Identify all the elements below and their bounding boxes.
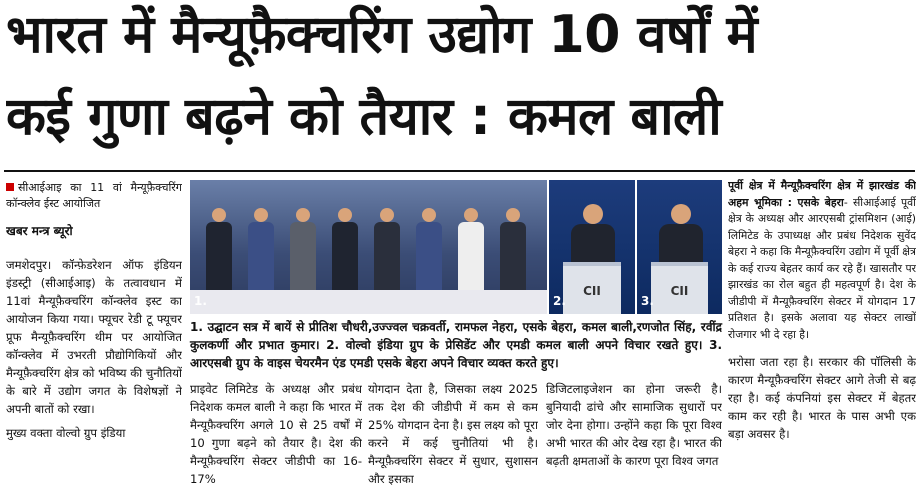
photo-strip (190, 180, 722, 314)
photo-sk-behra (637, 180, 722, 314)
middle-column-2-text: योगदान देता है, जिसका लक्ष्य 2025 तक देश की जीडीपी में कम से कम 25% योगदान देना है। इस लक्ष्य को पूरा करने में कई चुनौतियां भी है। मैन्यूफ़ैक्चरिंग सेक्टर में सुधार, सुशासन और इसका (368, 382, 538, 486)
headline-line-1: भारत में मैन्यूफ़ैक्चरिंग उद्योग 10 वर्षों में (6, 5, 758, 65)
person-figure (374, 208, 400, 292)
photo-kamal-bali (549, 180, 635, 314)
middle-column-1-text: प्राइवेट लिमिटेड के अध्यक्ष और प्रबंध निदेशक कमल बाली ने कहा कि भारत में मैन्यूफ़ैक्चरिंग अगले 10 से 25 वर्षों में 10 गुणा बढ़ने को तैयार है। देश की मैन्यूफ़ैक्चरिंग सेक्टर जीडीपी का 16-17% (190, 382, 362, 486)
left-column (6, 180, 182, 502)
right-body-paragraph-2: भरोसा जता रहा है। सरकार की पॉलिसी के कारण मैन्यूफ़ैक्चरिंग सेक्टर आगे तेजी से बढ़ रहा है। कई कंपनियां इस सेक्टर में बेहतर काम कर रही है। भारत के पास अभी एक बड़ा अवसर है। (728, 355, 916, 441)
person-figure (500, 208, 526, 292)
speaker-figure (571, 204, 615, 264)
person-figure (290, 208, 316, 292)
right-subheading: पूर्वी क्षेत्र में मैन्यूफ़ैक्चरिंग क्षेत्र में झारखंड की अहम भूमिका : एसके बेहरा (728, 179, 916, 209)
middle-column-2 (368, 380, 538, 502)
middle-column-3-text: डिजिटलाइजेशन का होना जरूरी है। बुनियादी ढांचे और सामाजिक सुधारों पर जोर देना होगा। उन्होंने कहा कि पूरा विश्व अभी भारत की ओर देख रहा है। भारत की बढ़ती क्षमताओं के कारण पूरा विश्व जगत (546, 382, 722, 468)
photo-inauguration (190, 180, 547, 314)
kicker-text: सीआईआइ का 11 वां मैन्यूफ़ैक्चरिंग कॉन्क्लेव ईस्ट आयोजित (6, 181, 182, 210)
podium-logo: CII (583, 284, 601, 298)
photo-number: 1. (194, 294, 207, 308)
person-figure (332, 208, 358, 292)
photo-caption: 1. उद्घाटन सत्र में बायें से प्रीतिश चौधरी,उज्ज्वल चक्रवर्ती, रामफल नेहरा, एसके बेहरा, कमल बाली,रणजोत सिंह, रवींद्र कुलकर्णी और प्रभात कुमार। 2. वोल्वो इंडिया ग्रुप के प्रेसिडेंट और एमडी कमल बाली अपने विचार रखते हुए। 3. आरएसबी ग्रुप के वाइस चेयरमैन एंड एमडी एसके बेहरा अपने विचार व्यक्त करते हुए। (190, 320, 722, 370)
podium (651, 262, 708, 314)
left-body-paragraph-2: मुख्य वक्ता वोल्वो ग्रुप इंडिया (6, 426, 126, 440)
byline: खबर मन्त्र ब्यूरो (6, 224, 73, 238)
middle-column-3 (546, 380, 722, 502)
photo-number: 3. (641, 294, 654, 308)
middle-column-1 (190, 380, 362, 502)
right-body-paragraph-1: - सीआईआई पूर्वी क्षेत्र के अध्यक्ष और आरएसबी ट्रांसमिशन (आई) लिमिटेड के उपाध्यक्ष और प्रबंध निदेशक सुवेंद बेहरा ने कहा कि मैन्यूफ़ैक्चरिंग उद्योग में पूर्वी क्षेत्र के कई राज्य बेहतर कार्य कर रहे हैं। खासतौर पर झारखंड का रोल बहुत ही महत्वपूर्ण है। देश के जीडीपी में मैन्यूफ़ैक्चरिंग सेक्टर में योगदान 17 प्रतिशत है। इसके अलावा यह सेक्टर लाखों रोजगार भी दे रहा है। (728, 195, 916, 341)
person-figure (248, 208, 274, 292)
photo-number: 2. (553, 294, 566, 308)
red-square-icon (6, 183, 14, 191)
right-column (728, 178, 916, 498)
person-figure (458, 208, 484, 292)
headline-line-2: कई गुणा बढ़ने को तैयार : कमल बाली (6, 87, 722, 147)
kicker (6, 180, 182, 212)
headline-divider (4, 170, 915, 172)
speaker-figure (659, 204, 703, 264)
stage-table (190, 290, 547, 314)
podium-logo: CII (670, 284, 689, 298)
right-sidebar-box (728, 178, 916, 343)
person-figure (206, 208, 232, 292)
person-figure (416, 208, 442, 292)
left-body-paragraph-1: जमशेदपुर। कॉन्फ़ेडरेशन ऑफ इंडियन इंडस्ट्री (सीआईआइ) के तत्वावधान में 11वां मैन्यूफ़ैक्चरिंग कॉन्क्लेव इस्ट का आयोजन किया गया। फ्यूचर रेडी टू फ्यूचर प्रूफ मैन्यूफ़ैक्चरिंग थीम पर आयोजित कॉन्क्लेव में उभरती प्रौद्योगिकियों और मैन्यूफ़ैक्चरिंग क्षेत्र को भविष्य की चुनौतियों के बारे में उद्योग जगत के विशेषज्ञों ने अपनी बातों को रखा। (6, 258, 182, 416)
podium (563, 262, 621, 314)
